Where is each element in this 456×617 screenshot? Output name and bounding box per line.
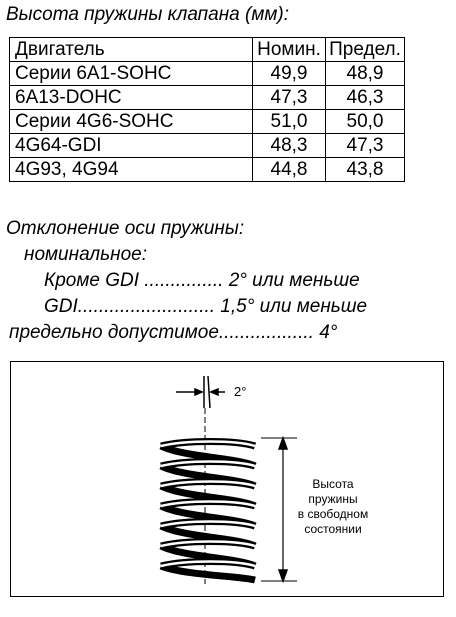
limit-cell: 43,8 — [326, 158, 405, 182]
table-row — [10, 158, 405, 182]
caption-line: состоянии — [304, 522, 362, 536]
engine-cell: 6A13-DOHC — [10, 86, 253, 110]
caption-line: пружины — [308, 492, 358, 506]
spring-diagram — [11, 362, 445, 598]
limit-cell: 48,9 — [326, 62, 405, 86]
engine-cell: 4G93, 4G94 — [10, 158, 253, 182]
table-row — [10, 86, 405, 110]
nominal-cell: 48,3 — [253, 134, 326, 158]
table-row — [10, 134, 405, 158]
table-header-row — [10, 38, 405, 62]
table-row — [10, 110, 405, 134]
column-header-nominal: Номин. — [253, 38, 326, 62]
arrowhead-left — [195, 389, 202, 395]
engine-cell: Серии 4G6-SOHC — [10, 110, 253, 134]
arrowhead-right — [211, 389, 218, 395]
deviation-nominal-label: номинальное: — [24, 244, 147, 265]
column-header-engine: Двигатель — [10, 38, 253, 62]
caption-line: в свободном — [297, 507, 369, 521]
nominal-cell: 51,0 — [253, 110, 326, 134]
deviation-gdi: GDI.......................... 1,5° или меньше — [44, 296, 368, 317]
deviation-limit: предельно допустимое.................. 4° — [9, 322, 338, 343]
limit-cell: 46,3 — [326, 86, 405, 110]
dimension-arrow-top — [279, 438, 287, 449]
deviation-title: Отклонение оси пружины: — [6, 218, 245, 239]
free-height-caption — [290, 477, 376, 537]
page-title: Высота пружины клапана (мм): — [6, 4, 289, 25]
limit-cell: 47,3 — [326, 134, 405, 158]
nominal-cell: 49,9 — [253, 62, 326, 86]
caption-line: Высота — [312, 477, 354, 491]
engine-cell: 4G64-GDI — [10, 134, 253, 158]
nominal-cell: 44,8 — [253, 158, 326, 182]
column-header-limit: Предел. — [326, 38, 405, 62]
limit-cell: 50,0 — [326, 110, 405, 134]
spring-height-table — [9, 37, 405, 182]
spring-figure — [10, 361, 444, 597]
engine-cell: Серии 6A1-SOHC — [10, 62, 253, 86]
table-row — [10, 62, 405, 86]
deviation-except-gdi: Кроме GDI ............... 2° или меньше — [44, 270, 360, 291]
nominal-cell: 47,3 — [253, 86, 326, 110]
dimension-arrow-bottom — [279, 570, 287, 581]
angle-label: 2° — [234, 384, 247, 399]
